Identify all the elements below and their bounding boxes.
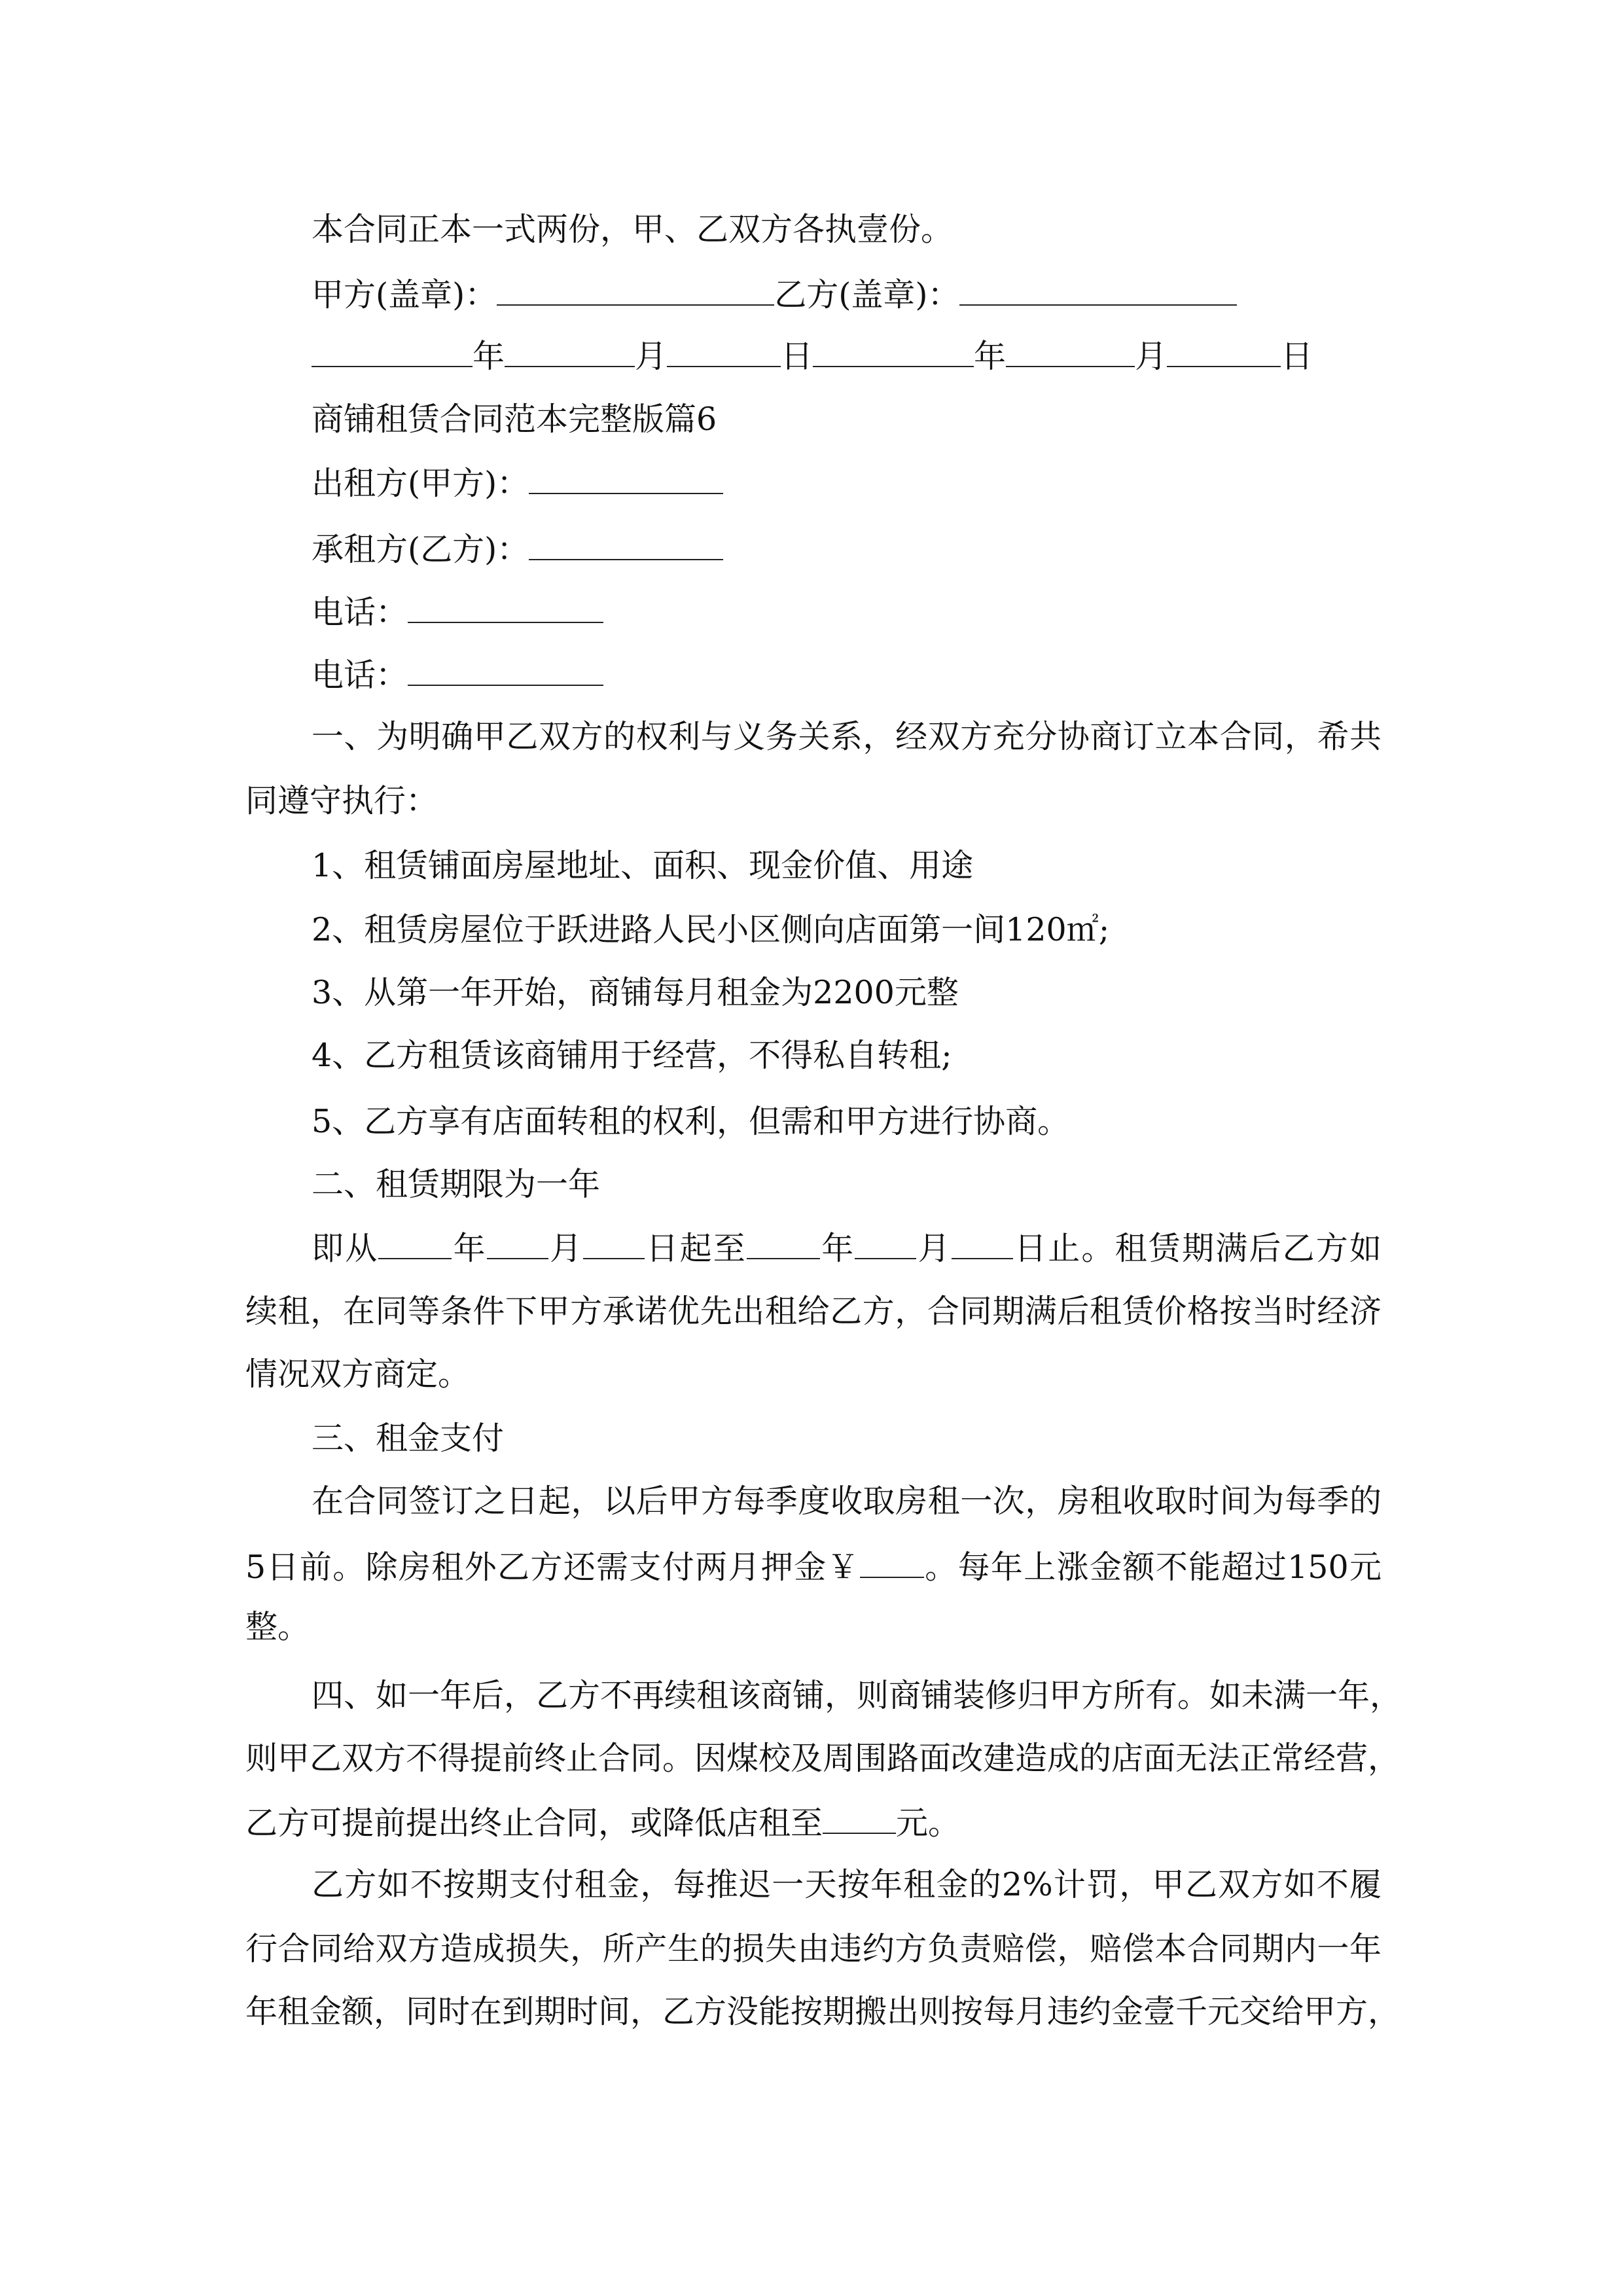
section-heading: 二、租赁期限为一年: [312, 1166, 601, 1203]
list-item: 2、租赁房屋位于跃进路人民小区侧向店面第一间120㎡;: [312, 911, 1110, 948]
year-label: 年: [820, 1230, 855, 1267]
paragraph-line: 同遵守执行：: [245, 782, 438, 819]
paragraph-line: 一、为明确甲乙双方的权利与义务关系，经双方充分协商订立本合同，希共: [312, 718, 1382, 755]
year-label: 年: [473, 338, 505, 375]
month-label: 月: [635, 338, 668, 375]
month-label: 月: [1135, 338, 1168, 375]
lessor-blank: [529, 463, 723, 494]
party-a-seal-blank: [497, 274, 774, 306]
list-item: 4、乙方租赁该商铺用于经营，不得私自转租;: [312, 1037, 952, 1074]
blank: [1006, 336, 1135, 367]
blank: [855, 1228, 916, 1259]
month-label: 月: [548, 1230, 584, 1267]
day-label: 日: [781, 338, 813, 375]
list-item: 3、从第一年开始，商铺每月租金为2200元整: [312, 974, 959, 1011]
blank: [487, 1228, 548, 1259]
section-heading: 三、租金支付: [312, 1420, 505, 1457]
blank: [378, 1228, 452, 1259]
text: 日止。租赁期满后乙方如: [1012, 1230, 1382, 1267]
blank: [583, 1228, 645, 1259]
text: 5日前。除房租外乙方还需支付两月押金￥: [245, 1549, 860, 1586]
paragraph-line: [312, 1228, 1382, 1267]
text: 乙方可提前提出终止合同，或降低店租至: [245, 1804, 823, 1842]
lessee-label: 承租方(乙方)：: [312, 531, 529, 568]
list-item: 1、租赁铺面房屋地址、面积、现金价值、用途: [312, 847, 974, 884]
rent-blank: [823, 1803, 896, 1834]
day-label: 日: [1281, 338, 1313, 375]
blank: [813, 336, 974, 367]
phone-line: [312, 655, 1382, 694]
paragraph-line: 四、如一年后，乙方不再续租该商铺，则商铺装修归甲方所有。如未满一年，: [312, 1677, 1402, 1714]
paragraph-line: 乙方如不按期支付租金，每推迟一天按年租金的2%计罚，甲乙双方如不履: [312, 1866, 1382, 1903]
blank: [312, 336, 473, 367]
paragraph-line: 在合同签订之日起，以后甲方每季度收取房租一次，房租收取时间为每季的: [312, 1482, 1382, 1520]
phone-line: [312, 592, 1382, 631]
paragraph-line: 情况双方商定。: [245, 1355, 471, 1393]
blank: [505, 336, 635, 367]
phone-label: 电话：: [312, 656, 408, 694]
blank: [952, 1228, 1013, 1259]
paragraph-line: 整。: [245, 1608, 310, 1645]
paragraph-line: 行合同给双方造成损失，所产生的损失由违约方负责赔偿，赔偿本合同期内一年: [245, 1930, 1382, 1967]
list-item: 5、乙方享有店面转租的权利，但需和甲方进行协商。: [312, 1103, 1070, 1140]
lessor-line: [312, 463, 1382, 502]
lessor-label: 出租方(甲方)：: [312, 465, 529, 502]
party-b-seal-label: 乙方(盖章)：: [774, 276, 960, 314]
copies-line: 本合同正本一式两份，甲、乙双方各执壹份。: [312, 211, 954, 248]
phone-blank: [408, 655, 603, 686]
text: 。每年上涨金额不能超过150元: [923, 1549, 1382, 1586]
party-b-seal-blank: [959, 274, 1237, 306]
text: 元。: [896, 1804, 961, 1842]
month-label: 月: [916, 1230, 952, 1267]
text: 日起至: [645, 1230, 747, 1267]
phone-blank: [408, 592, 603, 623]
text: 即从: [312, 1230, 379, 1267]
paragraph-line: 则甲乙双方不得提前终止合同。因煤校及周围路面改建造成的店面无法正常经营，: [245, 1740, 1400, 1777]
party-a-seal-label: 甲方(盖章)：: [312, 276, 497, 314]
paragraph-line: 年租金额，同时在到期时间，乙方没能按期搬出则按每月违约金壹千元交给甲方，: [245, 1993, 1400, 2030]
blank: [1167, 336, 1281, 367]
year-label: 年: [452, 1230, 487, 1267]
lessee-line: [312, 529, 1382, 568]
section-title: 商铺租赁合同范本完整版篇6: [312, 401, 717, 438]
phone-label: 电话：: [312, 594, 408, 631]
blank: [667, 336, 781, 367]
date-line: [312, 336, 1382, 375]
signature-line: [312, 274, 1382, 314]
year-label: 年: [974, 338, 1007, 375]
paragraph-line: [245, 1803, 1382, 1842]
lessee-blank: [529, 529, 723, 560]
paragraph-line: 续租，在同等条件下甲方承诺优先出租给乙方，合同期满后租赁价格按当时经济: [245, 1293, 1382, 1330]
paragraph-line: [245, 1547, 1382, 1586]
blank: [747, 1228, 820, 1259]
deposit-blank: [860, 1547, 924, 1578]
